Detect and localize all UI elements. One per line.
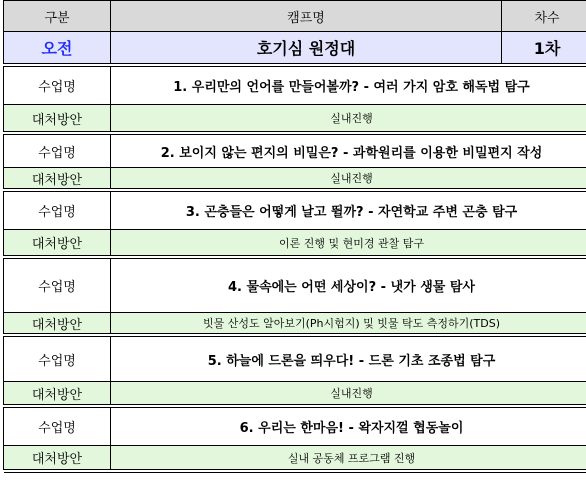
lesson-title: 2. 보이지 않는 편지의 비밀은? - 과학원리를 이용한 비밀편지 작성 [111, 135, 586, 168]
alt-row [4, 446, 586, 470]
lesson-label: 수업명 [4, 408, 111, 446]
lesson-label: 수업명 [4, 192, 111, 230]
lesson-row [4, 192, 586, 230]
lesson-row [4, 67, 586, 105]
session-camp: 호기심 원정대 [111, 32, 502, 64]
alt-row [4, 105, 586, 132]
alt-plan: 실내 공동체 프로그램 진행 [111, 446, 586, 470]
header-camp-name: 캠프명 [111, 1, 502, 32]
lesson-title: 5. 하늘에 드론을 띄우다! - 드론 기초 조종법 탐구 [111, 337, 586, 382]
alt-row [4, 313, 586, 334]
alt-plan: 이론 진행 및 현미경 관찰 탐구 [111, 230, 586, 256]
alt-row [4, 168, 586, 189]
alt-plan: 실내진행 [111, 105, 586, 132]
alt-plan: 실내진행 [111, 168, 586, 189]
lesson-label: 수업명 [4, 259, 111, 313]
lesson-label: 수업명 [4, 337, 111, 382]
lesson-label: 수업명 [4, 135, 111, 168]
lesson-row [4, 135, 586, 168]
alt-label: 대처방안 [4, 313, 111, 334]
lesson-title: 4. 물속에는 어떤 세상이? - 냇가 생물 탐사 [111, 259, 586, 313]
header-category: 구분 [4, 1, 111, 32]
header-round: 차수 [502, 1, 586, 32]
header-row [4, 1, 586, 32]
camp-schedule-table [3, 0, 586, 473]
lesson-title: 3. 곤충들은 어떻게 날고 뛸까? - 자연학교 주변 곤충 탐구 [111, 192, 586, 230]
alt-label: 대처방안 [4, 446, 111, 470]
session-round: 1차 [502, 32, 586, 64]
alt-label: 대처방안 [4, 105, 111, 132]
lesson-label: 수업명 [4, 67, 111, 105]
session-label: 오전 [4, 32, 111, 64]
alt-label: 대처방안 [4, 230, 111, 256]
lesson-title: 6. 우리는 한마음! - 왁자지껄 협동놀이 [111, 408, 586, 446]
alt-plan: 실내진행 [111, 382, 586, 405]
lesson-row [4, 408, 586, 446]
alt-label: 대처방안 [4, 168, 111, 189]
lesson-row [4, 337, 586, 382]
lesson-title: 1. 우리만의 언어를 만들어볼까? - 여러 가지 암호 해독법 탐구 [111, 67, 586, 105]
alt-plan: 빗물 산성도 알아보기(Ph시험지) 및 빗물 탁도 측정하기(TDS) [111, 313, 586, 334]
session-row [4, 32, 586, 64]
alt-row [4, 230, 586, 256]
spacer-row [4, 470, 586, 473]
lesson-row [4, 259, 586, 313]
alt-row [4, 382, 586, 405]
alt-label: 대처방안 [4, 382, 111, 405]
